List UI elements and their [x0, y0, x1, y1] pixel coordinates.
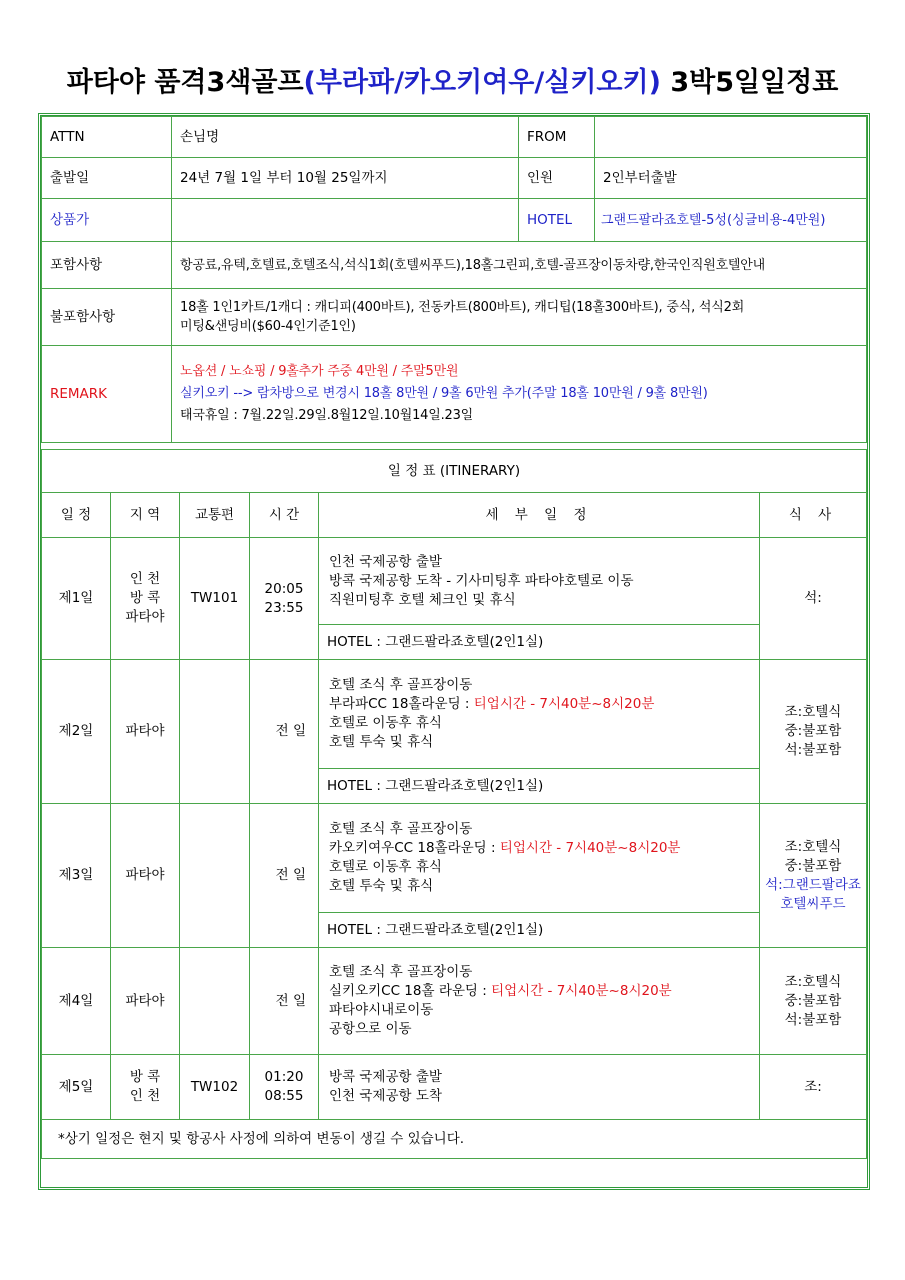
day2-line-1: 호텔 조식 후 골프장이동 [329, 677, 473, 693]
day2-course: 부라파CC 18홀라운딩 : [329, 696, 474, 712]
day4-line-4: 공항으로 이동 [329, 1021, 412, 1037]
footnote-row [42, 1120, 867, 1159]
day3-line-1: 호텔 조식 후 골프장이동 [329, 821, 473, 837]
title-courses: (부라파/카오키여우/실키오키) [303, 67, 661, 98]
itinerary-columns-row [42, 493, 867, 538]
from-label: FROM [519, 117, 595, 158]
remark-line-2: 실키오키 --> 람차방으로 변경시 18홀 8만원 / 9홀 6만원 추가(주말 18홀 10만원 / 9홀 8만원) [180, 386, 708, 401]
day3-hotel: HOTEL : 그랜드팔라죠호텔(2인1실) [319, 913, 760, 948]
day5-region [111, 1055, 180, 1120]
day4-meal-3: 석:불포함 [784, 1011, 842, 1028]
day5-time-1: 01:20 [264, 1069, 304, 1085]
day2-teetime: 티업시간 - 7시40분~8시20분 [473, 696, 655, 712]
day4-row [42, 948, 867, 1055]
col-meal: 식 사 [760, 493, 867, 538]
price-value [172, 199, 519, 242]
day4-meal [760, 948, 867, 1055]
day5-detail [319, 1055, 760, 1120]
day1-transport: TW101 [180, 538, 250, 660]
col-transport: 교통편 [180, 493, 250, 538]
day2-time: 전 일 [250, 660, 319, 804]
day3-meal-4: 호텔씨푸드 [780, 895, 846, 912]
info-row-depart [42, 158, 867, 199]
col-time: 시 간 [250, 493, 319, 538]
day5-label: 제5일 [42, 1055, 111, 1120]
people-value: 2인부터출발 [595, 158, 867, 199]
day1-row [42, 538, 867, 625]
col-detail: 세 부 일 정 [319, 493, 760, 538]
exclude-label: 불포함사항 [42, 289, 172, 346]
hotel-label: HOTEL [519, 199, 595, 242]
day1-detail [319, 538, 760, 625]
title-suffix: 3박5일일정표 [660, 67, 839, 98]
info-row-price [42, 199, 867, 242]
day3-teetime: 티업시간 - 7시40분~8시20분 [499, 840, 681, 856]
page-title [0, 60, 905, 99]
schedule-frame [38, 113, 870, 1190]
day5-meal [760, 1055, 867, 1120]
day4-meal-2: 중:불포함 [784, 992, 842, 1009]
day2-region: 파타야 [111, 660, 180, 804]
day4-label: 제4일 [42, 948, 111, 1055]
day3-line-4: 호텔 투숙 및 휴식 [329, 878, 434, 894]
day2-label: 제2일 [42, 660, 111, 804]
info-table [41, 116, 867, 443]
day2-meal-3: 석:불포함 [784, 742, 842, 758]
col-region: 지 역 [111, 493, 180, 538]
day5-time-2: 08:55 [264, 1088, 304, 1104]
day3-time: 전 일 [250, 804, 319, 948]
day1-line-1: 인천 국제공항 출발 [329, 553, 442, 570]
day4-line-3: 파타야시내로이동 [329, 1002, 434, 1018]
title-prefix: 파타야 품격3색골프 [66, 67, 304, 98]
day5-line-1: 방콕 국제공항 출발 [329, 1069, 442, 1085]
include-value: 항공료,유텍,호텔료,호텔조식,석식1회(호텔씨푸드),18홀그린피,호텔-골프장이동차량,한국인직원호텔안내 [172, 242, 867, 289]
day5-region-2: 인 천 [129, 1088, 161, 1104]
day3-label: 제3일 [42, 804, 111, 948]
from-value [595, 117, 867, 158]
day1-region-1: 인 천 [129, 571, 161, 587]
day1-line-2: 방콕 국제공항 도착 - 기사미팅후 파타야호텔로 이동 [329, 572, 634, 589]
day1-region [111, 538, 180, 660]
itinerary-heading: 일 정 표 (ITINERARY) [42, 450, 867, 493]
day4-detail [319, 948, 760, 1055]
day2-line-3: 호텔로 이동후 휴식 [329, 715, 442, 731]
info-row-include [42, 242, 867, 289]
day4-line-2 [329, 982, 749, 1001]
day5-meal-1: 조: [804, 1078, 822, 1095]
day5-row [42, 1055, 867, 1120]
day3-row [42, 804, 867, 913]
day3-meal-2: 중:불포함 [784, 857, 842, 874]
day1-region-3: 파타야 [125, 609, 165, 625]
info-row-remark [42, 346, 867, 443]
include-label: 포함사항 [42, 242, 172, 289]
day2-meal-2: 중:불포함 [784, 723, 842, 739]
day3-line-2 [329, 839, 749, 858]
day4-course: 실키오키CC 18홀 라운딩 : [329, 983, 492, 999]
day2-detail [319, 660, 760, 769]
remark-label: REMARK [42, 346, 172, 443]
exclude-value [172, 289, 867, 346]
remark-line-1: 노옵션 / 노쇼핑 / 9홀추가 주중 4만원 / 주말5만원 [180, 364, 459, 379]
day1-time-2: 23:55 [264, 599, 304, 616]
day2-hotel: HOTEL : 그랜드팔라죠호텔(2인1실) [319, 769, 760, 804]
day2-line-2 [329, 695, 749, 714]
col-day: 일 정 [42, 493, 111, 538]
day3-detail [319, 804, 760, 913]
depart-label: 출발일 [42, 158, 172, 199]
remark-value [172, 346, 867, 443]
remark-line-3: 태국휴일 : 7월.22일.29일.8월12일.10월14일.23일 [180, 408, 473, 423]
day2-line-4: 호텔 투숙 및 휴식 [329, 734, 434, 750]
day1-line-3: 직원미팅후 호텔 체크인 및 휴식 [329, 591, 516, 608]
day2-meal [760, 660, 867, 804]
day3-transport [180, 804, 250, 948]
day1-region-2: 방 콕 [129, 590, 161, 606]
day2-transport [180, 660, 250, 804]
day5-time [250, 1055, 319, 1120]
day4-meal-1: 조:호텔식 [784, 973, 842, 990]
footnote: *상기 일정은 현지 및 항공사 사정에 의하여 변동이 생길 수 있습니다. [42, 1120, 867, 1159]
people-label: 인원 [519, 158, 595, 199]
day2-meal-1: 조:호텔식 [784, 704, 842, 720]
day4-time: 전 일 [250, 948, 319, 1055]
attn-value: 손님명 [172, 117, 519, 158]
exclude-line-1: 18홀 1인1카트/1캐디 : 캐디피(400바트), 전동카트(800바트), 캐디팁(18홀300바트), 중식, 석식2회 [180, 300, 745, 315]
info-row-exclude [42, 289, 867, 346]
exclude-line-2: 미팅&샌딩비($60-4인기준1인) [180, 319, 356, 334]
day4-region: 파타야 [111, 948, 180, 1055]
itinerary-table [41, 449, 867, 1159]
day1-time-1: 20:05 [264, 580, 304, 597]
itinerary-heading-row [42, 450, 867, 493]
day5-transport: TW102 [180, 1055, 250, 1120]
price-label: 상품가 [42, 199, 172, 242]
day1-meal [760, 538, 867, 660]
day2-row [42, 660, 867, 769]
day5-line-2: 인천 국제공항 도착 [329, 1088, 442, 1104]
day4-teetime: 티업시간 - 7시40분~8시20분 [491, 983, 672, 999]
day1-meal-1: 석: [804, 590, 822, 606]
day3-region: 파타야 [111, 804, 180, 948]
hotel-value: 그랜드팔라죠호텔-5성(싱글비용-4만원) [595, 199, 867, 242]
day1-hotel: HOTEL : 그랜드팔라죠호텔(2인1실) [319, 625, 760, 660]
attn-label: ATTN [42, 117, 172, 158]
day1-time [250, 538, 319, 660]
day3-meal-3: 석:그랜드팔라죠 [765, 876, 861, 893]
info-row-attn [42, 117, 867, 158]
day3-line-3: 호텔로 이동후 휴식 [329, 859, 442, 875]
day3-meal [760, 804, 867, 948]
day3-meal-1: 조:호텔식 [784, 838, 842, 855]
depart-value: 24년 7월 1일 부터 10월 25일까지 [172, 158, 519, 199]
day4-line-1: 호텔 조식 후 골프장이동 [329, 964, 473, 980]
day5-region-1: 방 콕 [129, 1069, 161, 1085]
day4-transport [180, 948, 250, 1055]
day1-label: 제1일 [42, 538, 111, 660]
day3-course: 카오키여우CC 18홀라운딩 : [329, 840, 500, 856]
